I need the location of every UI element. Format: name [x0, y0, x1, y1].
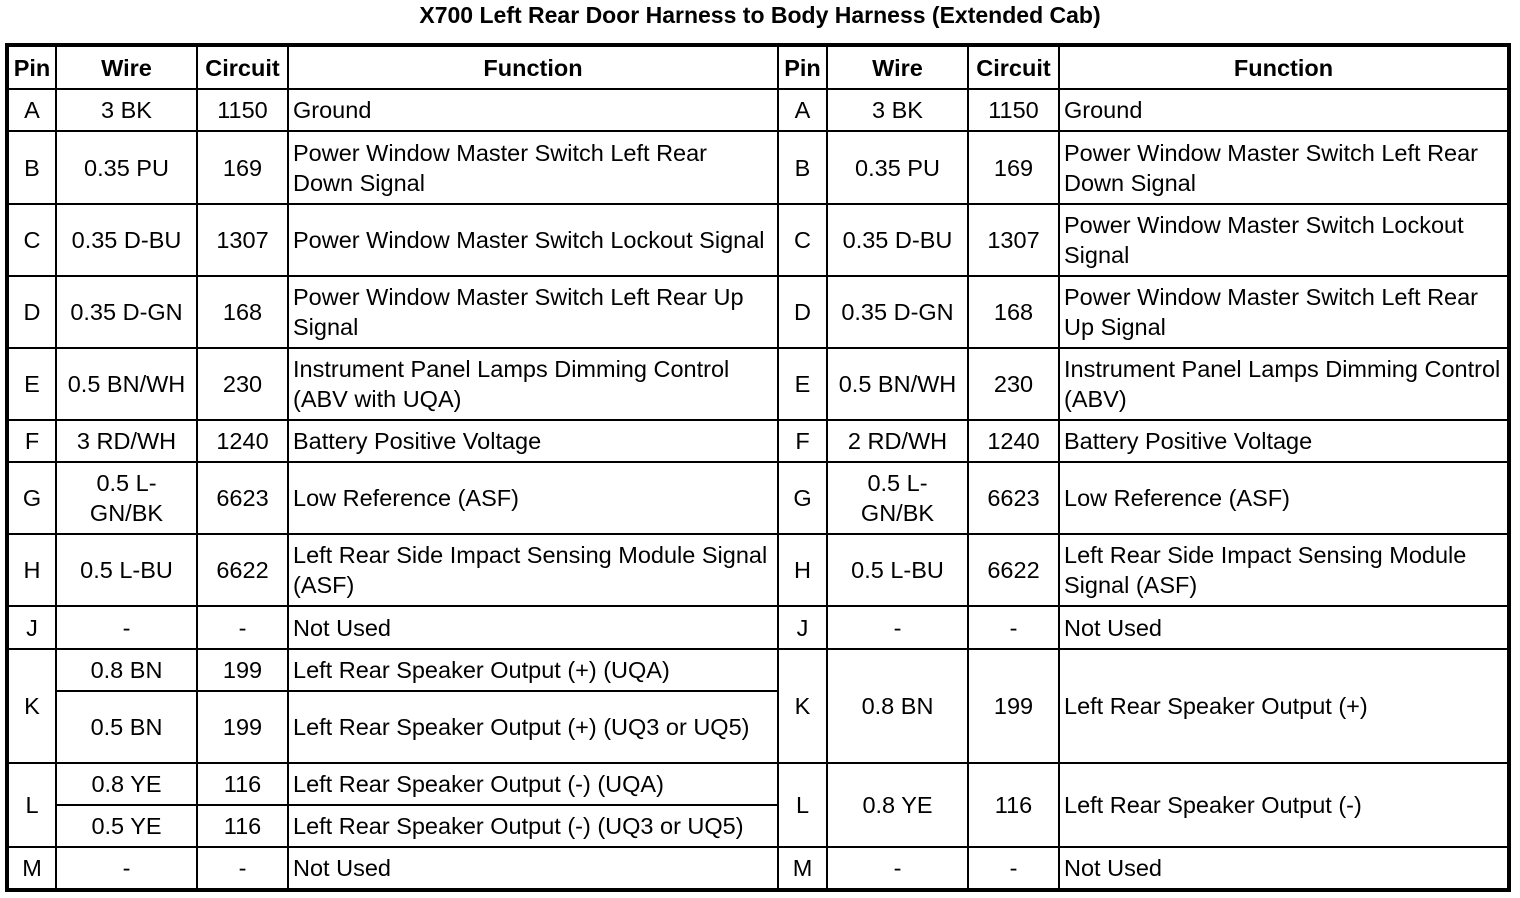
header-pin: Pin	[778, 45, 827, 89]
pin-cell: K	[7, 649, 56, 763]
pin-cell: G	[778, 462, 827, 534]
table-row	[7, 131, 1509, 204]
page-title: X700 Left Rear Door Harness to Body Harness (Extended Cab)	[419, 2, 1101, 28]
wire-cell: 0.35 PU	[56, 131, 197, 204]
table-row	[7, 276, 1509, 348]
wire-cell: 0.35 D-GN	[827, 276, 968, 348]
header-pin: Pin	[7, 45, 56, 89]
pin-cell: G	[7, 462, 56, 534]
pin-cell: L	[7, 763, 56, 847]
wire-cell: 0.35 D-BU	[827, 204, 968, 276]
circuit-cell: 6623	[968, 462, 1059, 534]
pin-cell: C	[778, 204, 827, 276]
wire-cell: 0.5 L-GN/BK	[56, 462, 197, 534]
wire-cell: 0.5 L-BU	[827, 534, 968, 606]
header-circuit: Circuit	[968, 45, 1059, 89]
circuit-cell: 230	[968, 348, 1059, 420]
function-cell: Power Window Master Switch Left Rear Down Signal	[1059, 131, 1509, 204]
function-cell: Power Window Master Switch Left Rear Up Signal	[1059, 276, 1509, 348]
pin-cell: E	[7, 348, 56, 420]
pin-cell: L	[778, 763, 827, 847]
function-cell: Left Rear Speaker Output (-) (UQA)	[288, 763, 778, 805]
circuit-cell: 6622	[197, 534, 288, 606]
function-cell: Power Window Master Switch Left Rear Down Signal	[288, 131, 778, 204]
circuit-cell: 168	[197, 276, 288, 348]
circuit-cell: 6622	[968, 534, 1059, 606]
circuit-cell: 168	[968, 276, 1059, 348]
wire-cell: 3 BK	[56, 89, 197, 131]
pin-cell: A	[778, 89, 827, 131]
pin-cell: J	[7, 606, 56, 649]
wire-cell: -	[56, 847, 197, 890]
table-row	[7, 763, 1509, 805]
circuit-cell: -	[197, 606, 288, 649]
wire-cell: -	[827, 606, 968, 649]
table-row	[7, 462, 1509, 534]
function-cell: Low Reference (ASF)	[288, 462, 778, 534]
table-row	[7, 847, 1509, 890]
circuit-cell: 1150	[197, 89, 288, 131]
wire-cell: 0.5 YE	[56, 805, 197, 847]
wire-cell: 0.5 L-GN/BK	[827, 462, 968, 534]
wire-cell: 3 BK	[827, 89, 968, 131]
circuit-cell: 116	[197, 805, 288, 847]
circuit-cell: 199	[968, 649, 1059, 763]
wire-cell: 0.8 YE	[827, 763, 968, 847]
pin-cell: D	[7, 276, 56, 348]
pin-cell: E	[778, 348, 827, 420]
circuit-cell: 116	[968, 763, 1059, 847]
pin-cell: B	[778, 131, 827, 204]
function-cell: Not Used	[288, 606, 778, 649]
function-cell: Not Used	[288, 847, 778, 890]
circuit-cell: 1240	[197, 420, 288, 462]
wire-cell: 0.5 BN/WH	[827, 348, 968, 420]
pin-cell: H	[778, 534, 827, 606]
function-cell: Low Reference (ASF)	[1059, 462, 1509, 534]
wire-cell: 2 RD/WH	[827, 420, 968, 462]
circuit-cell: 1150	[968, 89, 1059, 131]
pin-cell: B	[7, 131, 56, 204]
function-cell: Not Used	[1059, 606, 1509, 649]
wire-cell: 0.5 BN	[56, 691, 197, 763]
header-wire: Wire	[56, 45, 197, 89]
header-circuit: Circuit	[197, 45, 288, 89]
pin-cell: K	[778, 649, 827, 763]
function-cell: Left Rear Side Impact Sensing Module Signal (ASF)	[1059, 534, 1509, 606]
circuit-cell: 199	[197, 649, 288, 691]
circuit-cell: 169	[968, 131, 1059, 204]
function-cell: Not Used	[1059, 847, 1509, 890]
function-cell: Ground	[288, 89, 778, 131]
function-cell: Left Rear Side Impact Sensing Module Signal (ASF)	[288, 534, 778, 606]
wire-cell: 3 RD/WH	[56, 420, 197, 462]
function-cell: Power Window Master Switch Lockout Signal	[288, 204, 778, 276]
function-cell: Left Rear Speaker Output (+)	[1059, 649, 1509, 763]
table-row	[7, 348, 1509, 420]
wire-cell: 0.8 BN	[827, 649, 968, 763]
pin-cell: J	[778, 606, 827, 649]
wire-cell: 0.35 PU	[827, 131, 968, 204]
wire-cell: 0.8 YE	[56, 763, 197, 805]
circuit-cell: -	[197, 847, 288, 890]
pin-cell: C	[7, 204, 56, 276]
function-cell: Ground	[1059, 89, 1509, 131]
wire-cell: 0.8 BN	[56, 649, 197, 691]
function-cell: Left Rear Speaker Output (+) (UQA)	[288, 649, 778, 691]
function-cell: Power Window Master Switch Lockout Signal	[1059, 204, 1509, 276]
pin-cell: A	[7, 89, 56, 131]
function-cell: Left Rear Speaker Output (-)	[1059, 763, 1509, 847]
circuit-cell: 1240	[968, 420, 1059, 462]
circuit-cell: 1307	[197, 204, 288, 276]
pin-cell: H	[7, 534, 56, 606]
circuit-cell: 169	[197, 131, 288, 204]
pin-cell: M	[7, 847, 56, 890]
pin-cell: D	[778, 276, 827, 348]
pin-cell: F	[778, 420, 827, 462]
circuit-cell: 6623	[197, 462, 288, 534]
function-cell: Instrument Panel Lamps Dimming Control (ABV with UQA)	[288, 348, 778, 420]
connector-pinout-table	[5, 43, 1511, 892]
pin-cell: F	[7, 420, 56, 462]
circuit-cell: -	[968, 847, 1059, 890]
function-cell: Battery Positive Voltage	[288, 420, 778, 462]
header-row	[7, 45, 1509, 89]
wire-cell: -	[827, 847, 968, 890]
circuit-cell: 116	[197, 763, 288, 805]
table-row	[7, 606, 1509, 649]
header-function: Function	[288, 45, 778, 89]
pin-cell: M	[778, 847, 827, 890]
table-row	[7, 89, 1509, 131]
table-row	[7, 420, 1509, 462]
function-cell: Left Rear Speaker Output (-) (UQ3 or UQ5)	[288, 805, 778, 847]
function-cell: Power Window Master Switch Left Rear Up Signal	[288, 276, 778, 348]
table-row	[7, 204, 1509, 276]
wire-cell: -	[56, 606, 197, 649]
wire-cell: 0.5 L-BU	[56, 534, 197, 606]
circuit-cell: -	[968, 606, 1059, 649]
function-cell: Battery Positive Voltage	[1059, 420, 1509, 462]
table-row	[7, 649, 1509, 691]
circuit-cell: 199	[197, 691, 288, 763]
wire-cell: 0.5 BN/WH	[56, 348, 197, 420]
wire-cell: 0.35 D-GN	[56, 276, 197, 348]
function-cell: Left Rear Speaker Output (+) (UQ3 or UQ5)	[288, 691, 778, 763]
circuit-cell: 1307	[968, 204, 1059, 276]
table-row	[7, 534, 1509, 606]
wire-cell: 0.35 D-BU	[56, 204, 197, 276]
header-function: Function	[1059, 45, 1509, 89]
header-wire: Wire	[827, 45, 968, 89]
circuit-cell: 230	[197, 348, 288, 420]
function-cell: Instrument Panel Lamps Dimming Control (ABV)	[1059, 348, 1509, 420]
